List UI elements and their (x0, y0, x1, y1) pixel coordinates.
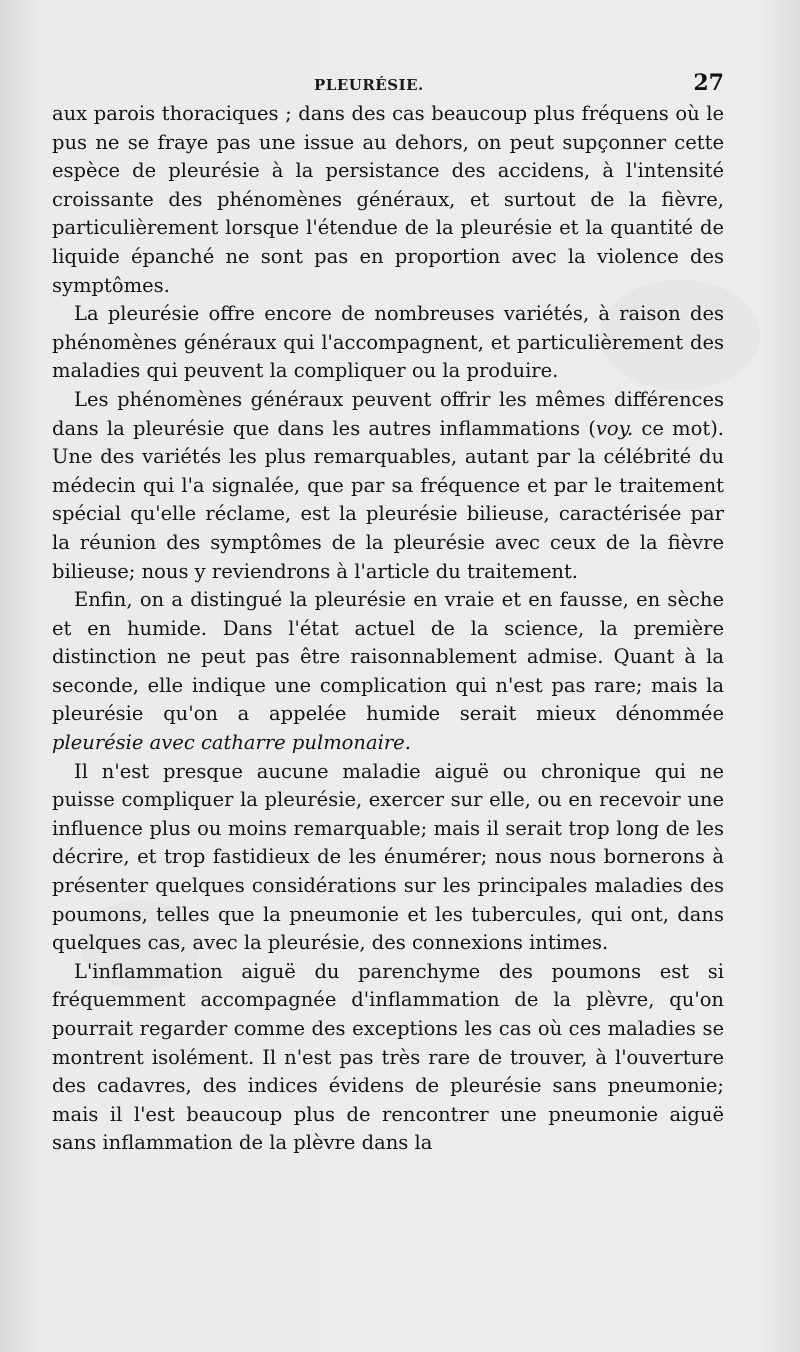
paragraph (52, 386, 724, 586)
paragraph-text: Les phénomènes généraux peuvent offrir les mêmes différences dans la pleurésie que dans les autres inflammations ( (52, 387, 724, 440)
italic-reference: voy. (595, 416, 634, 440)
paragraph (52, 758, 724, 958)
paragraph (52, 586, 724, 758)
paragraph (52, 958, 724, 1158)
paragraph-text: Il n'est presque aucune maladie aiguë ou chronique qui ne puisse compliquer la pleurésie, exercer sur elle, ou en recevoir une influence plus ou moins remarquable; mais il serait trop long de les décrire, et trop fastidieux de les énumérer; nous nous bornerons à présenter quelques considérations sur les principales maladies des poumons, telles que la pneumonie et les tubercules, qui ont, dans quelques cas, avec la pleurésie, des connexions intimes. (52, 759, 724, 955)
paragraph (52, 300, 724, 386)
running-head: PLEURÉSIE. (314, 76, 424, 94)
paragraph-text: Enfin, on a distingué la pleurésie en vraie et en fausse, en sèche et en humide. Dans l'état actuel de la science, la première distinction ne peut pas être raisonnablement admise. Quant à la seconde, elle indique une complication qui n'est pas rare; mais la pleurésie qu'on a appelée humide serait mieux dénommée (52, 588, 724, 726)
paragraph-text: aux parois thoraciques ; dans des cas beaucoup plus fréquens où le pus ne se fraye pas une issue au dehors, on peut supçonner cette espèce de pleurésie à la persistance des accidens, à l'intensité croissante des phénomènes généraux, et surtout de la fièvre, particulièrement lorsque l'étendue de la pleurésie et la quantité de liquide épanché ne sont pas en proportion avec la violence des symptômes. (52, 102, 724, 297)
paragraph-text: La pleurésie offre encore de nombreuses variétés, à raison des phénomènes généraux qui l'accompagnent, et particulièrement des maladies qui peuvent la compliquer ou la produire. (52, 302, 724, 383)
italic-term: pleurésie avec catharre pulmonaire. (52, 731, 411, 755)
paragraph-text: L'inflammation aiguë du parenchyme des poumons est si fréquemment accompagnée d'inflammation de la plèvre, qu'on pourrait regarder comme des exceptions les cas où ces maladies se montrent isolément. Il n'est pas très rare de trouver, à l'ouverture des cadavres, des indices évidens de pleurésie sans pneumonie; mais il l'est beaucoup plus de rencontrer une pneumonie aiguë sans inflammation de la plèvre dans la (52, 959, 724, 1155)
page-number: 27 (693, 70, 724, 96)
page-header (52, 70, 724, 100)
body-text (52, 100, 724, 1158)
paragraph-text: ce mot). Une des variétés les plus remarquables, autant par la célébrité du médecin qui l'a signalée, que par sa fréquence et par le traitement spécial qu'elle réclame, est la pleurésie bilieuse, caractérisée par la réunion des symptômes de la pleurésie avec ceux de la fièvre bilieuse; nous y reviendrons à l'article du traitement. (52, 416, 724, 583)
paragraph (52, 100, 724, 300)
